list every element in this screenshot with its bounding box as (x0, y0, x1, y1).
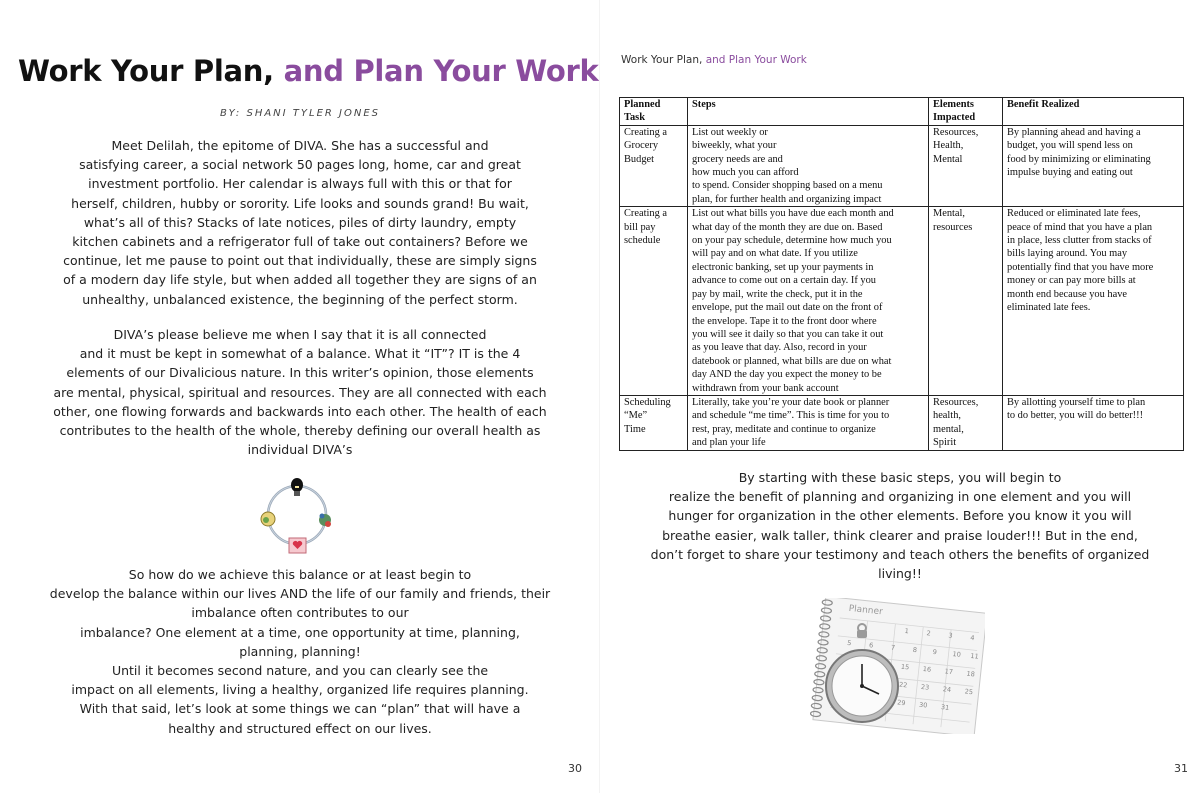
day-number: 3 (948, 631, 954, 640)
header-steps: Steps (688, 98, 929, 126)
heart-icon (289, 538, 306, 553)
benefit-cell: By planning ahead and having a budget, you will spend less on food by minimizing or eliminating impulse buying and eating out (1003, 125, 1184, 206)
text-line: So how do we achieve this balance or at least begin to (128, 567, 472, 582)
day-number: 17 (944, 667, 954, 677)
text-line: DIVA’s please believe me when I say that it is all connected (113, 327, 487, 342)
day-number: 2 (926, 629, 932, 638)
text-line: other, one flowing forwards and backwards into each other. The health of each (53, 403, 547, 419)
text-line: elements of our Divalicious nature. In this writer’s opinion, those elements (66, 365, 534, 381)
text-line: imbalance? One element at a time, one opportunity at time, planning, (80, 624, 520, 640)
table-row (620, 125, 1184, 206)
day-number: 15 (900, 662, 910, 672)
page-number: 31 (1174, 762, 1188, 775)
balance-paragraph (40, 565, 560, 738)
day-number: 10 (952, 649, 962, 659)
right-page (600, 0, 1200, 793)
text-line: breathe easier, walk taller, think clearer and praise louder!!! But in the end, (662, 527, 1138, 543)
text-line: healthy and structured effect on our lives. (168, 720, 432, 736)
text-line: Until it becomes second nature, and you can clearly see the (111, 663, 489, 679)
steps-cell: Literally, take you’re your date book or planner and schedule “me time”. This is time for you to rest, pray, meditate and continue to organize and plan your life (688, 395, 929, 450)
text-line: impact on all elements, living a healthy, organized life requires planning. (71, 682, 529, 698)
text-line: individual DIVA’s (247, 442, 353, 458)
planning-table (619, 97, 1184, 451)
text-line: what’s all of this? Stacks of late notices, piles of dirty laundry, empty (83, 214, 517, 230)
table-header-row (620, 98, 1184, 126)
page-number: 30 (568, 762, 582, 775)
running-header (621, 54, 807, 66)
text-line: and it must be kept in somewhat of a balance. What it “IT”? IT is the 4 (79, 346, 521, 362)
text-line: develop the balance within our lives AND the life of our family and friends, their (49, 586, 551, 602)
day-number: 4 (969, 633, 975, 643)
steps-cell: List out weekly or biweekly, what your grocery needs are and how much you can afford to spend. Consider shopping based on a menu plan, for further health and organizing impact (688, 125, 929, 206)
text-line: unhealthy, unbalanced existence, the beginning of the perfect storm. (82, 291, 518, 307)
day-number: 7 (890, 643, 896, 652)
text-line: contributes to the health of the whole, thereby defining our overall health as (59, 423, 541, 439)
text-line: Meet Delilah, the epitome of DIVA. She has a successful and (111, 138, 489, 153)
table-row (620, 207, 1184, 396)
lightbulb-icon (291, 478, 303, 496)
day-number: 23 (920, 682, 930, 692)
title-main: Work Your Plan, (18, 54, 284, 88)
page-title (18, 54, 599, 88)
running-main: Work Your Plan, (621, 54, 706, 66)
text-line: investment portfolio. Her calendar is always full with this or that for (88, 176, 512, 192)
text-line: By starting with these basic steps, you will begin to (738, 470, 1062, 485)
text-line: With that said, let’s look at some things we can “plan” that will have a (79, 701, 521, 717)
spirit-icon (319, 514, 331, 528)
header-elements-impacted: Elements Impacted (929, 98, 1003, 126)
elements-paragraph (40, 325, 560, 459)
intro-paragraph (40, 136, 560, 309)
day-number: 9 (932, 647, 938, 657)
day-number: 29 (896, 698, 906, 708)
text-line: planning, planning! (239, 643, 361, 659)
elements-cell: Resources, Health, Mental (929, 125, 1003, 206)
text-line: of a modern day life style, but when added all together they are signs of an (63, 272, 537, 288)
text-line: are mental, physical, spiritual and resources. They are all connected with each (53, 384, 547, 400)
day-number: 18 (966, 669, 976, 679)
text-line: kitchen cabinets and a refrigerator full of take out containers? Before we (72, 234, 528, 250)
text-line: continue, let me pause to point out that individually, these are simply signs (63, 253, 537, 269)
title-accent: and Plan Your Work (283, 54, 599, 88)
benefit-cell: Reduced or eliminated late fees, peace of mind that you have a plan in place, less clutter from stacks of bills laying around. You may potentially find that you have more money or can pay more bills at month end because you have eliminated late fees. (1003, 207, 1184, 396)
benefit-cell: By allotting yourself time to plan to do better, you will do better!!! (1003, 395, 1184, 450)
table-row (620, 395, 1184, 450)
text-line: realize the benefit of planning and organizing in one element and you will (668, 489, 1132, 505)
resources-icon (261, 512, 275, 526)
byline: BY: SHANI TYLER JONES (220, 108, 380, 119)
day-number: 8 (912, 645, 918, 655)
day-number: 6 (868, 641, 874, 650)
day-number: 24 (942, 685, 952, 694)
header-planned-task: Planned Task (620, 98, 688, 126)
elements-cell: Resources, health, mental, Spirit (929, 395, 1003, 450)
text-line: hunger for organization in the other elements. Before you know it you will (668, 508, 1132, 524)
day-number: 5 (846, 638, 852, 648)
task-cell: Scheduling “Me” Time (620, 395, 688, 450)
steps-cell: List out what bills you have due each month and what day of the month they are due on. Based on your pay schedule, determine how much you will pay and on what date. If you utilize electronic banking, set up your payments in advance to come out on a certain day. If you pay by mail, write the check, put it in the envelope, put the mail out date on the front of the envelope. Tape it to the front door where you will see it daily so that you can take it out as you leave that day. Also, record in your datebook or planned, what bills are due on what day AND the day you expect the money to be withdrawn from your bank account (688, 207, 929, 396)
closing-paragraph (630, 468, 1170, 583)
day-number: 25 (964, 687, 974, 697)
elements-wheel-illustration (256, 476, 338, 558)
day-number: 1 (904, 626, 910, 636)
day-number: 22 (898, 680, 908, 690)
day-number: 31 (940, 703, 950, 712)
planner-header: Planner (848, 603, 884, 618)
header-benefit-realized: Benefit Realized (1003, 98, 1184, 126)
text-line: herself, children, hubby or sorority. Life looks and sounds grand! Bu wait, (71, 195, 529, 211)
text-line: imbalance often contributes to our (191, 605, 409, 621)
day-number: 30 (918, 700, 928, 710)
text-line: don’t forget to share your testimony and teach others the benefits of organized (650, 546, 1150, 562)
elements-cell: Mental, resources (929, 207, 1003, 396)
task-cell: Creating a bill pay schedule (620, 207, 688, 396)
planner-stopwatch-image (805, 598, 985, 734)
task-cell: Creating a Grocery Budget (620, 125, 688, 206)
text-line: living!! (878, 566, 922, 582)
running-accent: and Plan Your Work (705, 54, 807, 66)
day-number: 11 (970, 651, 980, 661)
day-number: 16 (922, 664, 932, 674)
text-line: satisfying career, a social network 50 pages long, home, car and great (79, 157, 521, 173)
